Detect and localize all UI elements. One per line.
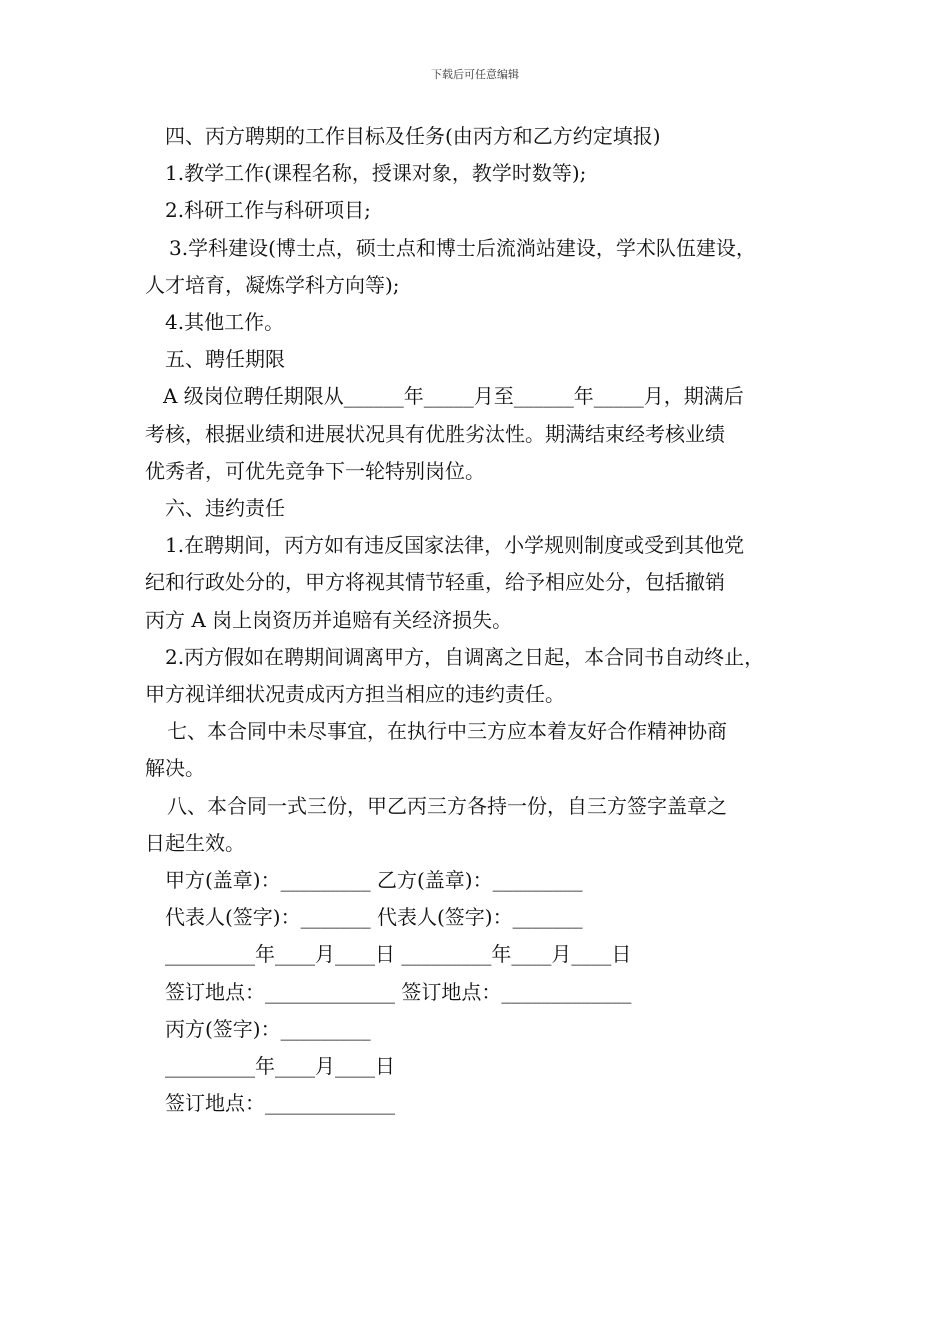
item-other: 4.其他工作。 bbox=[165, 310, 285, 335]
signature-representatives: 代表人(签字)：_______ 代表人(签字)：_______ bbox=[165, 905, 583, 930]
section-eight-line-1: 八、本合同一式三份，甲乙丙三方各持一份，自三方签字盖章之 bbox=[167, 793, 727, 818]
section-six-heading: 六、违约责任 bbox=[165, 496, 285, 521]
section-eight-line-2: 日起生效。 bbox=[145, 830, 245, 855]
download-note: 下载后可任意编辑 bbox=[431, 68, 519, 81]
breach-2-line-2: 甲方视详细状况责成丙方担当相应的违约责任。 bbox=[145, 682, 565, 707]
section-seven-line-1: 七、本合同中未尽事宜，在执行中三方应本着友好合作精神协商 bbox=[167, 719, 727, 744]
signature-dates-a-b: _________年____月____日 _________年____月____日 bbox=[165, 942, 632, 967]
signature-places-a-b: 签订地点：_____________ 签订地点：_____________ bbox=[165, 979, 632, 1004]
section-seven-line-2: 解决。 bbox=[145, 756, 205, 781]
breach-2-line-1: 2.丙方假如在聘期间调离甲方，自调离之日起，本合同书自动终止， bbox=[165, 644, 765, 669]
term-paragraph-line-3: 优秀者，可优先竞争下一轮特别岗位。 bbox=[145, 458, 485, 483]
breach-1-line-2: 纪和行政处分的，甲方将视其情节轻重，给予相应处分，包括撤销 bbox=[145, 570, 725, 595]
item-teaching: 1.教学工作(课程名称，授课对象，教学时数等); bbox=[165, 161, 587, 186]
term-paragraph-line-2: 考核，根据业绩和进展状况具有优胜劣汰性。期满结束经考核业绩 bbox=[145, 421, 725, 446]
breach-1-line-1: 1.在聘期间，丙方如有违反国家法律，小学规则制度或受到其他党 bbox=[165, 533, 745, 558]
section-four-heading: 四、丙方聘期的工作目标及任务(由丙方和乙方约定填报) bbox=[165, 124, 661, 148]
breach-1-line-3: 丙方 A 岗上岗资历并追赔有关经济损失。 bbox=[145, 607, 513, 632]
signature-date-c: _________年____月____日 bbox=[165, 1054, 395, 1079]
contract-body bbox=[145, 118, 835, 1122]
item-research: 2.科研工作与科研项目; bbox=[165, 198, 371, 223]
section-five-heading: 五、聘任期限 bbox=[165, 347, 285, 372]
item-discipline-cont: 人才培育，凝炼学科方向等); bbox=[145, 272, 400, 297]
signature-place-c: 签订地点：_____________ bbox=[165, 1091, 395, 1116]
signature-party-c: 丙方(签字)：_________ bbox=[165, 1016, 371, 1041]
signature-party-a-b: 甲方(盖章)：_________ 乙方(盖章)：_________ bbox=[165, 868, 583, 893]
item-discipline: 3.学科建设(博士点，硕士点和博士后流淌站建设，学术队伍建设， bbox=[169, 235, 756, 260]
term-paragraph-line-1: A 级岗位聘任期限从______年_____月至______年_____月，期满后 bbox=[163, 384, 744, 409]
